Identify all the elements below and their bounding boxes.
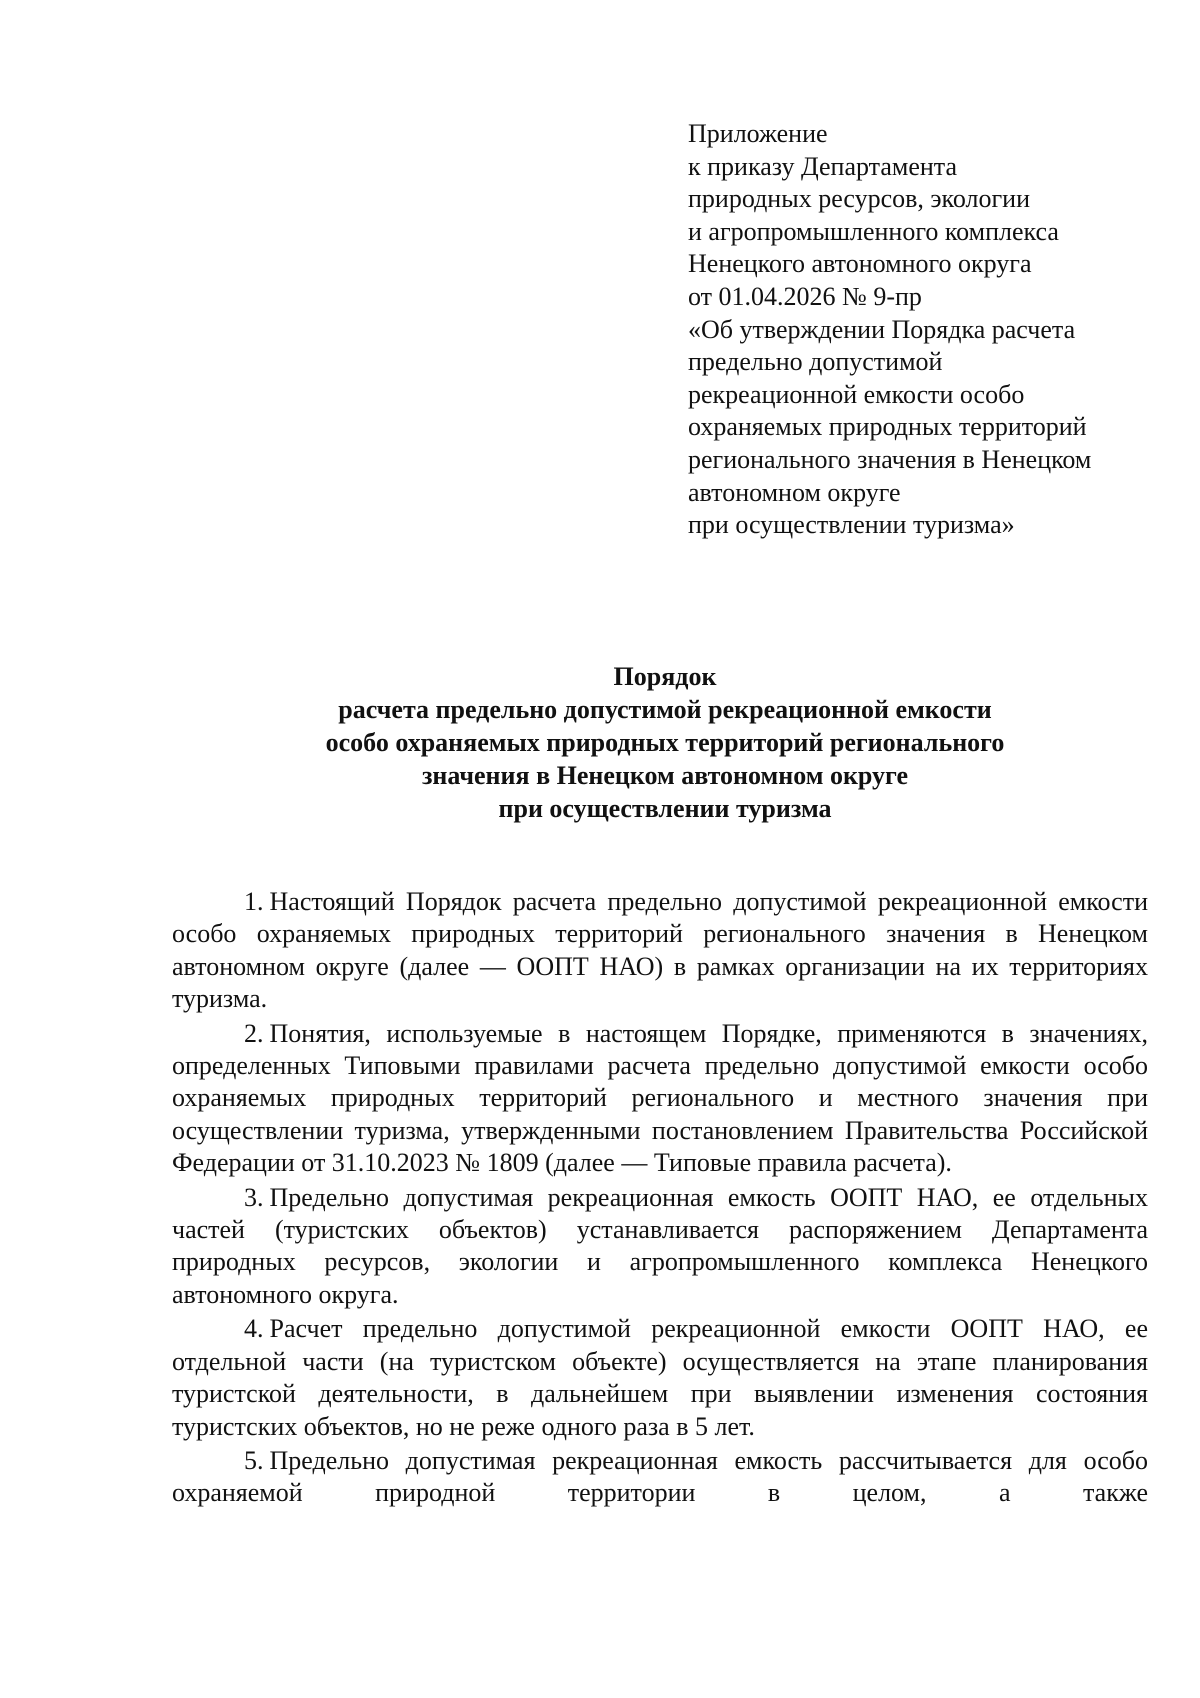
appendix-line: охраняемых природных территорий [688, 412, 1087, 442]
appendix-line: предельно допустимой [688, 347, 943, 377]
document-body [172, 886, 1148, 1510]
title-line: значения в Ненецком автономном округе [421, 761, 909, 790]
appendix-header [688, 118, 1168, 542]
paragraph-text: Предельно допустимая рекреационная емкость рассчитывается для особо охраняемой природной территории в целом, а также [172, 1445, 1148, 1508]
paragraph-text: Расчет предельно допустимой рекреационной емкости ООПТ НАО, ее отдельной части (на туристском объекте) осуществляется на этапе планирования туристской деятельности, в дальнейшем при выявлении изменения состояния туристских объектов, но не реже одного раза в 5 лет. [172, 1314, 1148, 1441]
appendix-line: при осуществлении туризма» [688, 510, 1015, 540]
paragraph-number: 4. [244, 1314, 264, 1344]
appendix-line: Приложение [688, 119, 828, 148]
appendix-line: к приказу Департамента [688, 151, 958, 181]
title-line: расчета предельно допустимой рекреационной емкости [338, 695, 992, 724]
paragraph-4 [172, 1313, 1148, 1443]
paragraph-2 [172, 1018, 1148, 1180]
paragraph-5 [172, 1445, 1148, 1510]
appendix-line: природных ресурсов, экологии [688, 184, 1030, 214]
paragraph-1 [172, 886, 1148, 1016]
appendix-line: регионального значения в Ненецком [688, 444, 1092, 474]
appendix-line: рекреационной емкости особо [688, 379, 1025, 409]
paragraph-number: 5. [244, 1445, 264, 1475]
paragraph-text: Понятия, используемые в настоящем Порядке, применяются в значениях, определенных Типовыми правилами расчета предельно допустимой емкости особо охраняемых природных территорий регионального и местного значения при осуществлении туризма, утвержденными постановлением Правительства Российской Федерации от 31.10.2023 № 1809 (далее — Типовые правила расчета). [172, 1018, 1148, 1178]
paragraph-number: 3. [244, 1182, 264, 1212]
paragraph-text: Настоящий Порядок расчета предельно допустимой рекреационной емкости особо охраняемых природных территорий регионального значения в Ненецком автономном округе (далее — ООПТ НАО) в рамках организации на их территориях туризма. [172, 887, 1148, 1014]
title-line: Порядок [613, 662, 717, 691]
title-line: особо охраняемых природных территорий регионального [325, 728, 1005, 757]
paragraph-text: Предельно допустимая рекреационная емкость ООПТ НАО, ее отдельных частей (туристских объектов) устанавливается распоряжением Департамента природных ресурсов, экологии и агропромышленного комплекса Ненецкого автономного округа. [172, 1182, 1148, 1309]
appendix-line: и агропромышленного комплекса [688, 216, 1059, 246]
paragraph-3 [172, 1182, 1148, 1312]
paragraph-number: 2. [244, 1018, 264, 1048]
document-title [170, 660, 1160, 825]
title-line: при осуществлении туризма [498, 794, 832, 823]
appendix-line: от 01.04.2026 № 9-пр [688, 281, 922, 311]
appendix-line: автономном округе [688, 477, 901, 507]
paragraph-number: 1. [244, 887, 264, 916]
appendix-line: Ненецкого автономного округа [688, 249, 1032, 279]
appendix-line: «Об утверждении Порядка расчета [688, 314, 1076, 344]
